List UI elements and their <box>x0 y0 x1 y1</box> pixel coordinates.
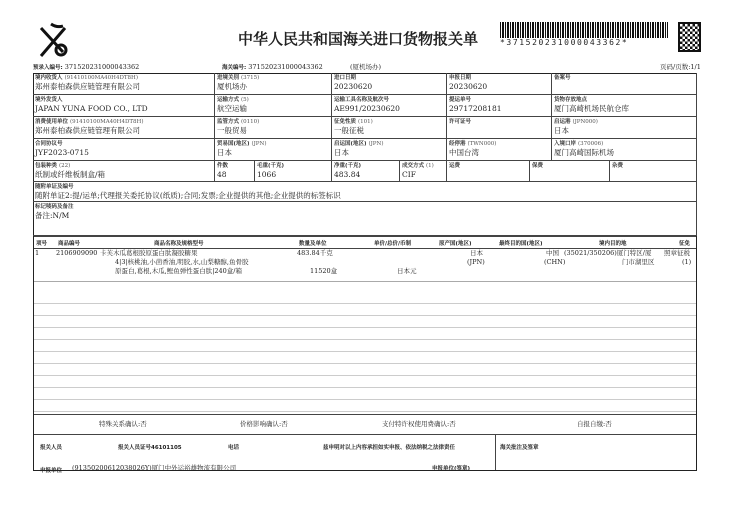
col-qty: 数量及单位 <box>299 241 327 247</box>
col-origin: 原产国(地区) <box>439 241 472 247</box>
empty-item-rows <box>34 292 696 414</box>
field-entry-port <box>552 139 697 161</box>
col-price: 单价/总价/币制 <box>374 241 412 247</box>
col-levy: 征免 <box>679 241 691 247</box>
field-label: 消费使用单位 (91410100MA40H4DT8H) <box>35 119 144 125</box>
col-dest: 最终目的国(地区) <box>499 241 543 247</box>
field-value: 随附单证2:提/运单;代理报关委托协议(纸质);合同;发票;企业提供的其他;企业提供的标签标识 <box>35 191 341 200</box>
field-label: 进口日期 <box>334 75 357 81</box>
field-label: 合同协议号 <box>35 141 63 147</box>
field-code: (JPN000) <box>572 119 598 125</box>
field-code: (5) <box>240 97 249 103</box>
field-code: (1) <box>425 163 434 169</box>
field-label: 征免性质 (101) <box>334 119 373 125</box>
field-trade-country <box>215 139 332 161</box>
field-storage <box>552 95 697 117</box>
item-domestic-2: 门市湖里区 <box>622 258 655 266</box>
field-value: 日本 <box>334 148 349 157</box>
field-misc <box>610 161 697 182</box>
field-pieces <box>215 161 255 182</box>
page-number: 页码/页数:1/1 <box>660 63 701 71</box>
field-code: (JPN) <box>251 141 267 147</box>
barcode <box>500 22 668 38</box>
field-label: 备案号 <box>554 75 571 81</box>
field-entry-customs <box>215 73 332 95</box>
col-code: 商品编号 <box>58 241 81 247</box>
item-name: 卡芙木瓜葛根胶原蛋白肽凝胶糖果 <box>100 249 198 257</box>
field-value: 纸制或纤维板制盒/箱 <box>35 170 106 179</box>
item-currency: 日本元 <box>397 267 417 275</box>
field-gross <box>255 161 332 182</box>
item-spec-1: 4|3|核桃油,小茴香油,明胶,水,山梨糖醇,鱼骨胶 <box>115 258 249 266</box>
field-value: 日本 <box>217 148 232 157</box>
field-value: 厦门高崎机场民航仓库 <box>554 104 629 113</box>
field-code: (TWN000) <box>467 141 497 147</box>
field-value: 一般征税 <box>334 126 364 135</box>
field-bill-no <box>447 95 552 117</box>
field-label: 保费 <box>532 163 544 169</box>
field-value: JYF2023-0715 <box>35 148 89 157</box>
field-consumer <box>33 117 215 139</box>
field-label: 运输方式 (5) <box>217 97 249 103</box>
field-label: 许可证号 <box>449 119 472 125</box>
field-value: 1066 <box>257 170 277 179</box>
item-origin-code: (JPN) <box>467 258 485 266</box>
field-code: (370006) <box>577 141 604 147</box>
customs-office-note: (厦机场办) <box>350 63 382 71</box>
item-dest-code: (CHN) <box>544 258 566 266</box>
item-domestic: (35021/350206)厦门特区/厦 <box>564 249 652 257</box>
field-label: 成交方式 (1) <box>402 163 434 169</box>
field-label: 提运单号 <box>449 97 472 103</box>
field-declare-date <box>447 73 552 95</box>
field-code: (91410100MA40H4DT8H) <box>69 119 144 125</box>
field-value: CIF <box>402 170 416 179</box>
field-label: 毛重(千克) <box>257 163 285 169</box>
barcode-text: *371520231000043362* <box>500 38 629 47</box>
field-supervision <box>215 117 332 139</box>
field-label: 申报日期 <box>449 75 472 81</box>
field-origin-country <box>332 139 447 161</box>
field-value: 郑州泰柏森供应链管理有限公司 <box>35 126 140 135</box>
field-label: 净重(千克) <box>334 163 362 169</box>
items-header-row <box>34 236 696 249</box>
field-value: 20230620 <box>449 82 488 91</box>
field-code: (101) <box>357 119 373 125</box>
field-value: 中国台湾 <box>449 148 479 157</box>
col-item-no: 项号 <box>36 241 48 247</box>
field-label: 境外发货人 <box>35 97 63 103</box>
field-label: 监管方式 (0110) <box>217 119 260 125</box>
document-title: 中华人民共和国海关进口货物报关单 <box>238 30 479 48</box>
confirmation-row <box>34 414 696 435</box>
price-impact-confirm: 价格影响确认:否 <box>240 420 288 428</box>
field-code: (91410100MA40H4DT8H) <box>64 75 138 81</box>
field-value: 29717208181 <box>449 104 502 113</box>
item-levy: 照章征税 <box>664 249 690 257</box>
footer-divider <box>495 434 496 470</box>
field-label: 随附单证及编号 <box>35 184 74 190</box>
field-consignee <box>33 73 215 95</box>
phone-label: 电话 <box>228 445 240 451</box>
field-label: 经停港 (TWN000) <box>449 141 497 147</box>
field-label: 进境关别 (3715) <box>217 75 260 81</box>
field-import-date <box>332 73 447 95</box>
field-label: 标记唛码及备注 <box>35 204 74 210</box>
field-label: 启运国(地区) (JPN) <box>334 141 384 147</box>
field-value: AE991/20230620 <box>334 104 400 113</box>
declarer-id: 报关人员证号46101105 <box>118 445 182 451</box>
field-package <box>33 161 215 182</box>
self-declare-confirm: 自报自缴:否 <box>577 420 612 428</box>
field-record-no <box>552 73 697 95</box>
customs-number: 海关编号: 371520231000043362 <box>222 63 323 71</box>
item-code: 2106909090 <box>56 249 98 257</box>
field-docs <box>33 182 697 202</box>
field-value: 日本 <box>554 126 569 135</box>
field-value: 郑州泰柏森供应链管理有限公司 <box>35 82 140 91</box>
field-value: 48 <box>217 170 227 179</box>
field-label: 运费 <box>449 163 461 169</box>
field-code: (22) <box>58 163 71 169</box>
item-origin: 日本 <box>470 249 483 257</box>
field-code: (0110) <box>240 119 260 125</box>
customs-emblem-icon <box>33 20 73 60</box>
field-license <box>447 117 552 139</box>
field-vessel <box>332 95 447 117</box>
field-value: 备注:N/M <box>35 211 70 220</box>
item-spec-2: 原蛋白,葛根,木瓜,鲣鱼弹性蛋白肽|240盒/箱 <box>115 267 242 275</box>
col-name: 商品名称及规格型号 <box>154 241 204 247</box>
royalty-confirm: 支付特许权使用费确认:否 <box>382 420 456 428</box>
item-no: 1 <box>35 249 40 257</box>
field-insurance <box>530 161 610 182</box>
field-code: (3715) <box>240 75 260 81</box>
field-label: 启运港 (JPN000) <box>554 119 598 125</box>
declaring-unit-label: 申报单位 <box>40 468 63 474</box>
field-value: 483.84 <box>334 170 361 179</box>
field-departure-port <box>552 117 697 139</box>
field-transit-port <box>447 139 552 161</box>
field-label: 境内收货人 (91410100MA40H4DT8H) <box>35 75 138 81</box>
field-transport-mode <box>215 95 332 117</box>
table-row <box>34 249 696 282</box>
field-consignor <box>33 95 215 117</box>
field-marks <box>33 202 697 236</box>
customs-note-label: 海关批注及签章 <box>500 445 539 451</box>
declaring-unit-seal: 申报单位(签章) <box>432 466 471 472</box>
field-label: 货物存放地点 <box>554 97 588 103</box>
field-label: 件数 <box>217 163 229 169</box>
field-value: 航空运输 <box>217 104 247 113</box>
field-value: JAPAN YUNA FOOD CO., LTD <box>35 104 148 113</box>
pre-entry-number: 预录入编号: 371520231000043362 <box>33 63 140 71</box>
field-contract <box>33 139 215 161</box>
declarer-label: 报关人员 <box>40 445 63 451</box>
field-levy-nature <box>332 117 447 139</box>
field-label: 贸易国(地区) (JPN) <box>217 141 267 147</box>
item-qty-2: 11520盒 <box>310 267 338 275</box>
field-value: 厦门高崎国际机场 <box>554 148 614 157</box>
field-label: 运输工具名称及航次号 <box>334 97 390 103</box>
field-value: 厦机场办 <box>217 82 247 91</box>
special-relation-confirm: 特殊关系确认:否 <box>99 420 147 428</box>
field-label: 杂费 <box>612 163 624 169</box>
item-dest: 中国 <box>546 249 559 257</box>
field-net <box>332 161 400 182</box>
field-label: 包装种类 (22) <box>35 163 71 169</box>
item-qty-1: 483.84千克 <box>297 249 333 257</box>
item-levy-code: (1) <box>682 258 692 266</box>
field-value: 20230620 <box>334 82 373 91</box>
field-label: 入境口岸 (370006) <box>554 141 604 147</box>
field-code: (JPN) <box>368 141 384 147</box>
field-freight <box>447 161 530 182</box>
qr-code <box>678 22 701 52</box>
field-value: 一般贸易 <box>217 126 247 135</box>
declaring-unit: (91350200612038026Y)厦门中外运裕雄物流有限公司 <box>72 464 237 472</box>
legal-statement: 兹申明对以上内容承担如实申报、依法纳税之法律责任 <box>323 445 456 451</box>
col-domestic: 境内目的地 <box>599 241 627 247</box>
field-deal <box>400 161 447 182</box>
